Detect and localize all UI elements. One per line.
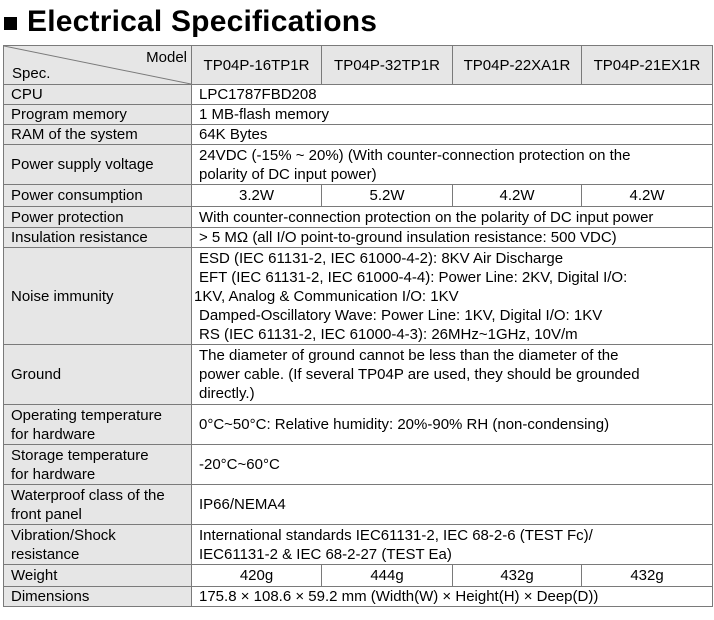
row-value-noise bbox=[192, 248, 713, 345]
row-label-power-supply: Power supply voltage bbox=[4, 145, 192, 185]
row-label-vibration bbox=[4, 525, 192, 565]
row-value-power-protection: With counter-connection protection on the polarity of DC input power bbox=[192, 207, 713, 228]
header-row bbox=[4, 46, 713, 85]
value-line: Damped-Oscillatory Wave: Power Line: 1KV, Digital I/O: 1KV bbox=[199, 306, 603, 324]
table-row bbox=[4, 587, 713, 607]
model-label: Model bbox=[146, 49, 187, 66]
label-line: resistance bbox=[11, 545, 80, 563]
table-row bbox=[4, 105, 713, 125]
label-line: Operating temperature bbox=[11, 406, 162, 424]
row-label-cpu: CPU bbox=[4, 85, 192, 105]
row-value-cpu: LPC1787FBD208 bbox=[192, 85, 713, 105]
row-value-waterproof: IP66/NEMA4 bbox=[192, 485, 713, 525]
value-line: International standards IEC61131-2, IEC 68-2-6 (TEST Fc)/ bbox=[199, 526, 593, 544]
header-corner-cell bbox=[4, 46, 192, 85]
value-line: ESD (IEC 61131-2, IEC 61000-4-2): 8KV Air Discharge bbox=[199, 249, 564, 267]
value-line: EFT (IEC 61131-2, IEC 61000-4-4): Power Line: 2KV, Digital I/O: bbox=[199, 268, 628, 286]
row-label-storage-temp bbox=[4, 445, 192, 485]
row-value-ram: 64K Bytes bbox=[192, 125, 713, 145]
row-label-ground: Ground bbox=[4, 345, 192, 405]
row-value-insulation: > 5 MΩ (all I/O point-to-ground insulation resistance: 500 VDC) bbox=[192, 228, 713, 248]
section-title bbox=[4, 2, 377, 42]
power-consumption-3: 4.2W bbox=[453, 185, 582, 207]
value-line: RS (IEC 61131-2, IEC 61000-4-3): 26MHz~1GHz, 10V/m bbox=[199, 325, 578, 343]
power-consumption-2: 5.2W bbox=[322, 185, 453, 207]
row-label-waterproof bbox=[4, 485, 192, 525]
table-row bbox=[4, 248, 713, 345]
value-line: polarity of DC input power) bbox=[199, 165, 377, 183]
row-label-program-memory: Program memory bbox=[4, 105, 192, 125]
table-row bbox=[4, 565, 713, 587]
table-row bbox=[4, 345, 713, 405]
row-label-operating-temp bbox=[4, 405, 192, 445]
table-row bbox=[4, 485, 713, 525]
row-value-vibration bbox=[192, 525, 713, 565]
model-header-2: TP04P-32TP1R bbox=[322, 46, 453, 85]
value-line: directly.) bbox=[199, 385, 255, 402]
weight-4: 432g bbox=[582, 565, 713, 587]
row-label-ram: RAM of the system bbox=[4, 125, 192, 145]
label-line: for hardware bbox=[11, 425, 96, 443]
spec-label: Spec. bbox=[12, 65, 51, 82]
label-line: front panel bbox=[11, 505, 82, 523]
label-line: Storage temperature bbox=[11, 446, 149, 464]
table-row bbox=[4, 445, 713, 485]
value-line: power cable. (If several TP04P are used, they should be grounded bbox=[199, 366, 640, 383]
label-line: Waterproof class of the bbox=[11, 486, 165, 504]
row-value-ground bbox=[192, 345, 713, 405]
table-row bbox=[4, 207, 713, 228]
value-line: IEC61131-2 & IEC 68-2-27 (TEST Ea) bbox=[199, 545, 452, 563]
row-value-power-supply bbox=[192, 145, 713, 185]
table-row bbox=[4, 85, 713, 105]
row-label-dimensions: Dimensions bbox=[4, 587, 192, 607]
model-header-3: TP04P-22XA1R bbox=[453, 46, 582, 85]
row-value-storage-temp: -20°C~60°C bbox=[192, 445, 713, 485]
table-row bbox=[4, 525, 713, 565]
table-row bbox=[4, 228, 713, 248]
table-row bbox=[4, 405, 713, 445]
weight-2: 444g bbox=[322, 565, 453, 587]
value-line: 24VDC (-15% ~ 20%) (With counter-connection protection on the bbox=[199, 146, 631, 164]
row-label-weight: Weight bbox=[4, 565, 192, 587]
row-value-dimensions: 175.8 × 108.6 × 59.2 mm (Width(W) × Height(H) × Deep(D)) bbox=[192, 587, 713, 607]
value-line: The diameter of ground cannot be less than the diameter of the bbox=[199, 347, 619, 364]
row-label-noise: Noise immunity bbox=[4, 248, 192, 345]
power-consumption-1: 3.2W bbox=[192, 185, 322, 207]
label-line: for hardware bbox=[11, 465, 96, 483]
label-line: Vibration/Shock bbox=[11, 526, 116, 544]
row-value-operating-temp: 0°C~50°C: Relative humidity: 20%-90% RH (non-condensing) bbox=[192, 405, 713, 445]
row-label-power-protection: Power protection bbox=[4, 207, 192, 228]
row-label-insulation: Insulation resistance bbox=[4, 228, 192, 248]
model-header-1: TP04P-16TP1R bbox=[192, 46, 322, 85]
table-row bbox=[4, 125, 713, 145]
weight-1: 420g bbox=[192, 565, 322, 587]
row-label-power-consumption: Power consumption bbox=[4, 185, 192, 207]
power-consumption-4: 4.2W bbox=[582, 185, 713, 207]
table-row bbox=[4, 145, 713, 185]
model-header-4: TP04P-21EX1R bbox=[582, 46, 713, 85]
page-title: Electrical Specifications bbox=[27, 5, 378, 38]
table-row bbox=[4, 185, 713, 207]
value-line: 1KV, Analog & Communication I/O: 1KV bbox=[194, 287, 459, 305]
spec-table bbox=[3, 45, 713, 607]
square-bullet-icon bbox=[4, 17, 17, 30]
row-value-program-memory: 1 MB-flash memory bbox=[192, 105, 713, 125]
weight-3: 432g bbox=[453, 565, 582, 587]
